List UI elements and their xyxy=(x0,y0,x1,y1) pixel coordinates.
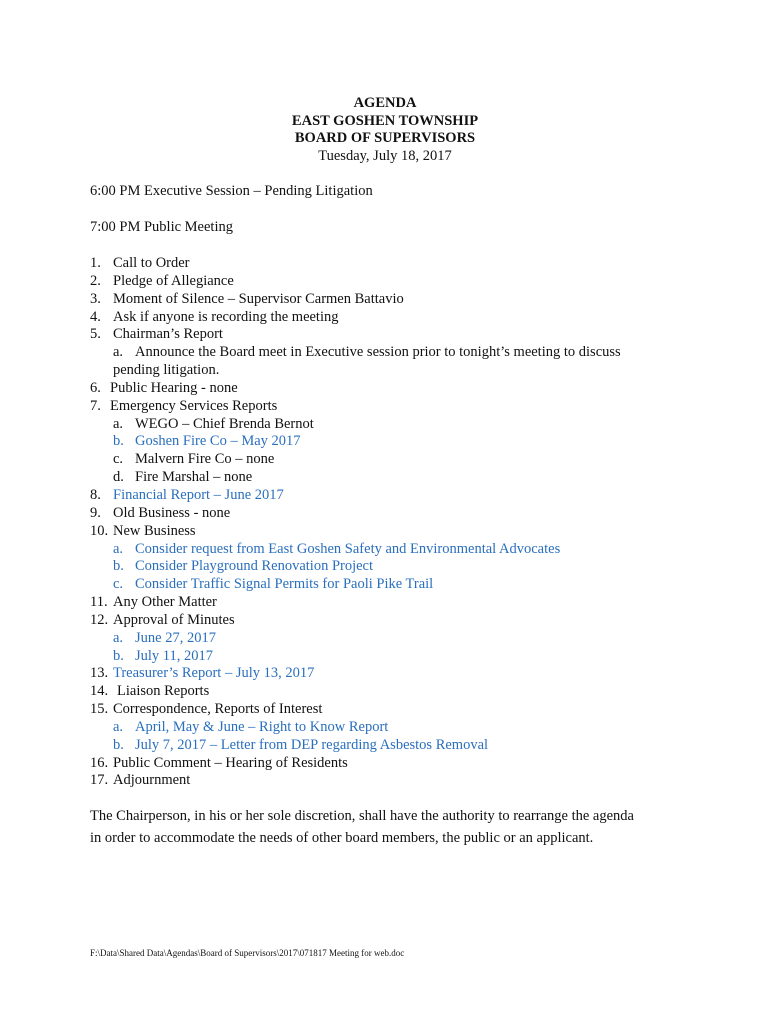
sub-item-letter: a. xyxy=(113,718,124,735)
sub-item-letter: b. xyxy=(113,558,124,575)
item-number: 1. xyxy=(90,255,101,271)
sub-item xyxy=(90,344,710,362)
item-text: Call to Order xyxy=(113,255,190,271)
sub-item-letter: c. xyxy=(113,576,124,593)
sub-item-text[interactable]: Consider Traffic Signal Permits for Paoli Pike Trail xyxy=(135,576,434,593)
sub-item-letter: a. xyxy=(113,344,124,361)
agenda-item xyxy=(90,309,710,327)
item-text: Chairman’s Report xyxy=(113,326,223,343)
sub-item-text[interactable]: June 27, 2017 xyxy=(135,629,216,646)
agenda-item xyxy=(90,612,710,630)
item-text: Ask if anyone is recording the meeting xyxy=(113,308,339,325)
sub-item-letter: a. xyxy=(113,629,124,646)
agenda-item xyxy=(90,683,710,701)
closing-line: The Chairperson, in his or her sole discretion, shall have the authority to rearrange the agenda xyxy=(90,808,634,824)
agenda-title: AGENDA xyxy=(353,95,417,111)
sub-item-continued xyxy=(90,362,710,380)
sub-item-link[interactable] xyxy=(90,558,710,576)
sub-item xyxy=(90,451,710,469)
sub-item-link[interactable] xyxy=(90,576,710,594)
sub-item-link[interactable] xyxy=(90,541,710,559)
sub-item-link[interactable] xyxy=(90,630,710,648)
sub-item-text[interactable]: Consider Playground Renovation Project xyxy=(135,558,374,575)
sub-item-text: WEGO – Chief Brenda Bernot xyxy=(135,415,314,432)
sub-item-letter: b. xyxy=(113,736,124,753)
sub-item-text[interactable]: April, May & June – Right to Know Report xyxy=(135,718,389,735)
sub-item-letter: c. xyxy=(113,451,124,468)
closing-line: in order to accommodate the needs of other board members, the public or an applicant. xyxy=(90,830,594,846)
item-text: New Business xyxy=(113,522,196,539)
agenda-list xyxy=(90,255,710,790)
item-number: 6. xyxy=(90,379,101,396)
item-text: Pledge of Allegiance xyxy=(113,272,234,289)
item-number: 7. xyxy=(90,397,101,414)
item-text: Public Hearing - none xyxy=(110,379,238,396)
sub-item-text[interactable]: July 7, 2017 – Letter from DEP regarding Asbestos Removal xyxy=(135,736,489,753)
item-text: Moment of Silence – Supervisor Carmen Battavio xyxy=(113,290,404,307)
sub-item-text: Fire Marshal – none xyxy=(135,469,253,486)
financial-report-link[interactable]: Financial Report – June 2017 xyxy=(113,486,284,503)
sub-item-text[interactable]: Goshen Fire Co – May 2017 xyxy=(135,433,301,450)
sub-item-link[interactable] xyxy=(90,648,710,666)
agenda-item xyxy=(90,326,710,344)
agenda-item xyxy=(90,487,710,505)
sub-item-letter: a. xyxy=(113,415,124,432)
meeting-date: Tuesday, July 18, 2017 xyxy=(318,147,452,164)
sub-item-text[interactable]: July 11, 2017 xyxy=(135,647,214,664)
item-number: 10. xyxy=(90,522,109,539)
sub-item xyxy=(90,469,710,487)
sub-item-text-continued: pending litigation. xyxy=(113,362,220,379)
township-name: EAST GOSHEN TOWNSHIP xyxy=(291,112,479,129)
item-number: 4. xyxy=(90,308,101,325)
agenda-item xyxy=(90,380,710,398)
executive-session: 6:00 PM Executive Session – Pending Litigation xyxy=(90,183,373,199)
sub-item-letter: b. xyxy=(113,647,124,664)
agenda-item xyxy=(90,505,710,523)
item-number: 11. xyxy=(90,594,108,611)
item-text: Public Comment – Hearing of Residents xyxy=(113,754,348,771)
item-number: 9. xyxy=(90,504,101,521)
agenda-header xyxy=(0,95,770,165)
agenda-item xyxy=(90,594,710,612)
item-number: 3. xyxy=(90,290,101,307)
sub-item-link[interactable] xyxy=(90,737,710,755)
sub-item-text: Announce the Board meet in Executive session prior to tonight’s meeting to discuss xyxy=(135,344,621,361)
agenda-item xyxy=(90,772,710,790)
sub-item-letter: a. xyxy=(113,540,124,557)
agenda-item xyxy=(90,255,710,273)
sub-item xyxy=(90,416,710,434)
public-meeting: 7:00 PM Public Meeting xyxy=(90,219,233,235)
board-name: BOARD OF SUPERVISORS xyxy=(294,130,476,147)
agenda-item xyxy=(90,291,710,309)
item-number: 14. xyxy=(90,683,109,700)
file-path: F:\Data\Shared Data\Agendas\Board of Supervisors\2017\071817 Meeting for web.doc xyxy=(90,948,405,958)
agenda-item xyxy=(90,701,710,719)
item-text: Liaison Reports xyxy=(117,683,210,700)
item-text: Old Business - none xyxy=(113,504,231,521)
treasurers-report-link[interactable]: Treasurer’s Report – July 13, 2017 xyxy=(113,665,315,682)
item-number: 15. xyxy=(90,701,109,718)
sub-item-text[interactable]: Consider request from East Goshen Safety and Environmental Advocates xyxy=(135,540,561,557)
agenda-item xyxy=(90,755,710,773)
item-text: Adjournment xyxy=(113,772,191,789)
agenda-item xyxy=(90,398,710,416)
item-text: Approval of Minutes xyxy=(113,611,235,628)
item-number: 12. xyxy=(90,611,109,628)
item-text: Any Other Matter xyxy=(113,594,217,611)
sub-item-letter: b. xyxy=(113,433,124,450)
closing-paragraph xyxy=(90,805,680,849)
sub-item-link[interactable] xyxy=(90,719,710,737)
item-number: 17. xyxy=(90,772,109,789)
agenda-item xyxy=(90,273,710,291)
item-number: 13. xyxy=(90,665,109,682)
item-number: 5. xyxy=(90,326,101,343)
sub-item-text: Malvern Fire Co – none xyxy=(135,451,275,468)
agenda-item xyxy=(90,665,710,683)
sub-item-letter: d. xyxy=(113,469,124,486)
item-number: 16. xyxy=(90,754,109,771)
item-number: 8. xyxy=(90,486,101,503)
item-text: Emergency Services Reports xyxy=(110,397,278,414)
agenda-item xyxy=(90,523,710,541)
item-number: 2. xyxy=(90,272,101,289)
sub-item-link[interactable] xyxy=(90,433,710,451)
item-text: Correspondence, Reports of Interest xyxy=(113,701,323,718)
